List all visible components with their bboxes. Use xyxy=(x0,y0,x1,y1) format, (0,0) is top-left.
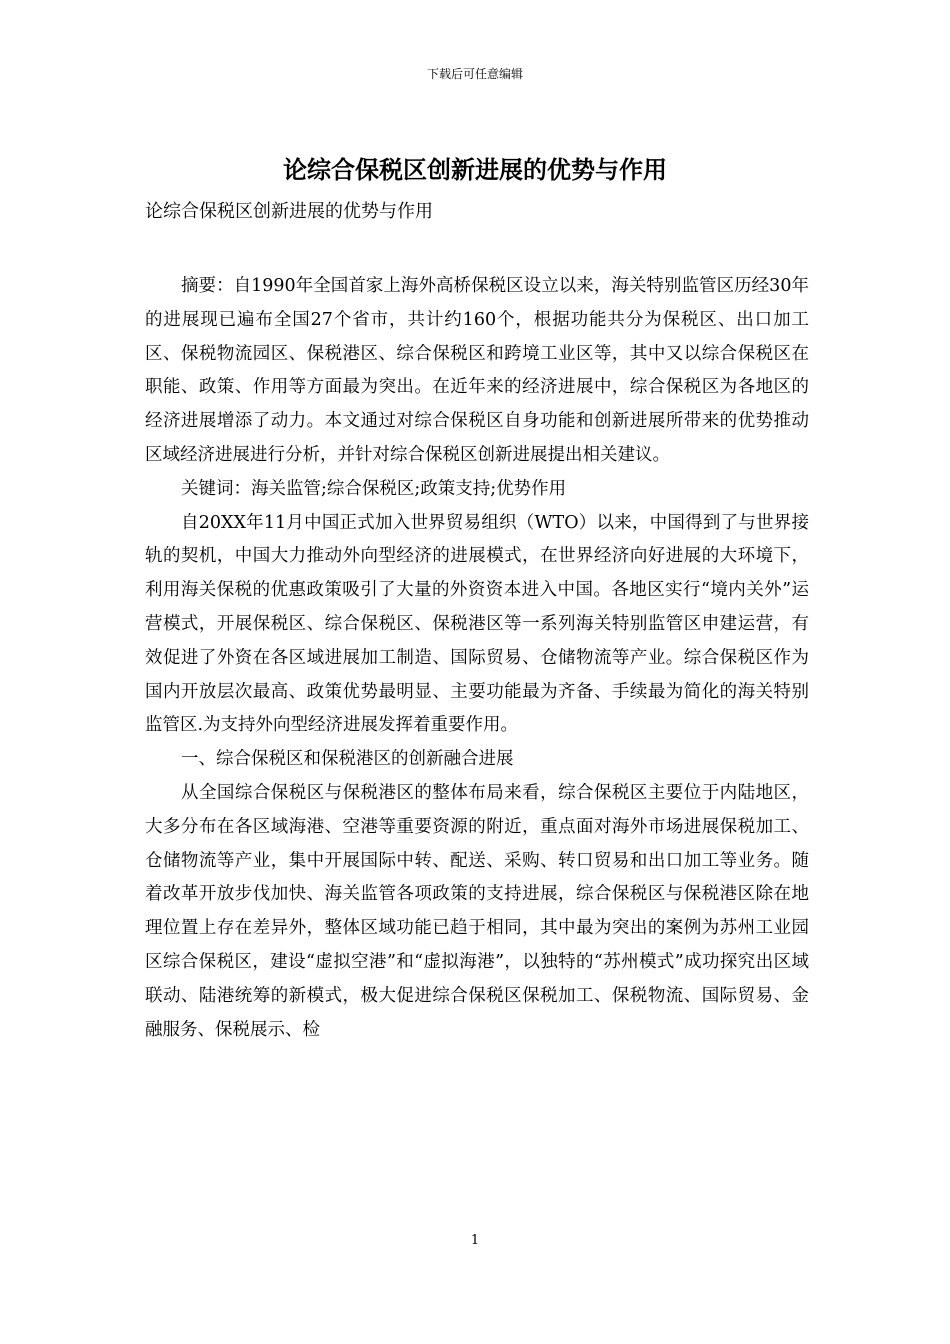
document-subtitle: 论综合保税区创新进展的优势与作用 xyxy=(145,201,433,222)
intro-paragraph: 自20XX年11月中国正式加入世界贸易组织（WTO）以来，中国得到了与世界接轨的契机，中国大力推动外向型经济的进展模式，在世界经济向好进展的大环境下，利用海关保税的优惠政策吸引了大量的外资资本进入中国。各地区实行“境内关外”运营模式，开展保税区、综合保税区、保税港区等一系列海关特别监管区申建运营，有效促进了外资在各区域进展加工制造、国际贸易、仓储物流等产业。综合保税区作为国内开放层次最高、政策优势最明显、主要功能最为齐备、手续最为简化的海关特别监管区.为支持外向型经济进展发挥着重要作用。 xyxy=(145,512,809,736)
section-heading: 一、综合保税区和保税港区的创新融合进展 xyxy=(181,749,514,770)
page-header-note: 下载后可任意编辑 xyxy=(426,67,523,81)
document-title: 论综合保税区创新进展的优势与作用 xyxy=(283,155,667,184)
page-number: 1 xyxy=(470,1233,480,1248)
abstract-paragraph: 摘要：自1990年全国首家上海外高桥保税区设立以来，海关特别监管区历经30年的进展现已遍布全国27个省市，共计约160个，根据功能共分为保税区、出口加工区、保税物流园区、保税港区、综合保税区和跨境工业区等，其中又以综合保税区在职能、政策、作用等方面最为突出。在近年来的经济进展中，综合保税区为各地区的经济进展增添了动力。本文通过对综合保税区自身功能和创新进展所带来的优势推动区域经济进展进行分析，并针对综合保税区创新进展提出相关建议。 xyxy=(145,276,809,465)
document-body xyxy=(145,270,809,1047)
keywords-paragraph: 关键词：海关监管;综合保税区;政策支持;优势作用 xyxy=(181,478,567,499)
section-paragraph: 从全国综合保税区与保税港区的整体布局来看，综合保税区主要位于内陆地区，大多分布在各区域海港、空港等重要资源的附近，重点面对海外市场进展保税加工、仓储物流等产业，集中开展国际中转、配送、采购、转口贸易和出口加工等业务。随着改革开放步伐加快、海关监管各项政策的支持进展，综合保税区与保税港区除在地理位置上存在差异外，整体区域功能已趋于相同，其中最为突出的案例为苏州工业园区综合保税区，建设“虚拟空港”和“虚拟海港”，以独特的“苏州模式”成功探究出区域联动、陆港统筹的新模式，极大促进综合保税区保税加工、保税物流、国际贸易、金融服务、保税展示、检 xyxy=(145,782,809,1040)
